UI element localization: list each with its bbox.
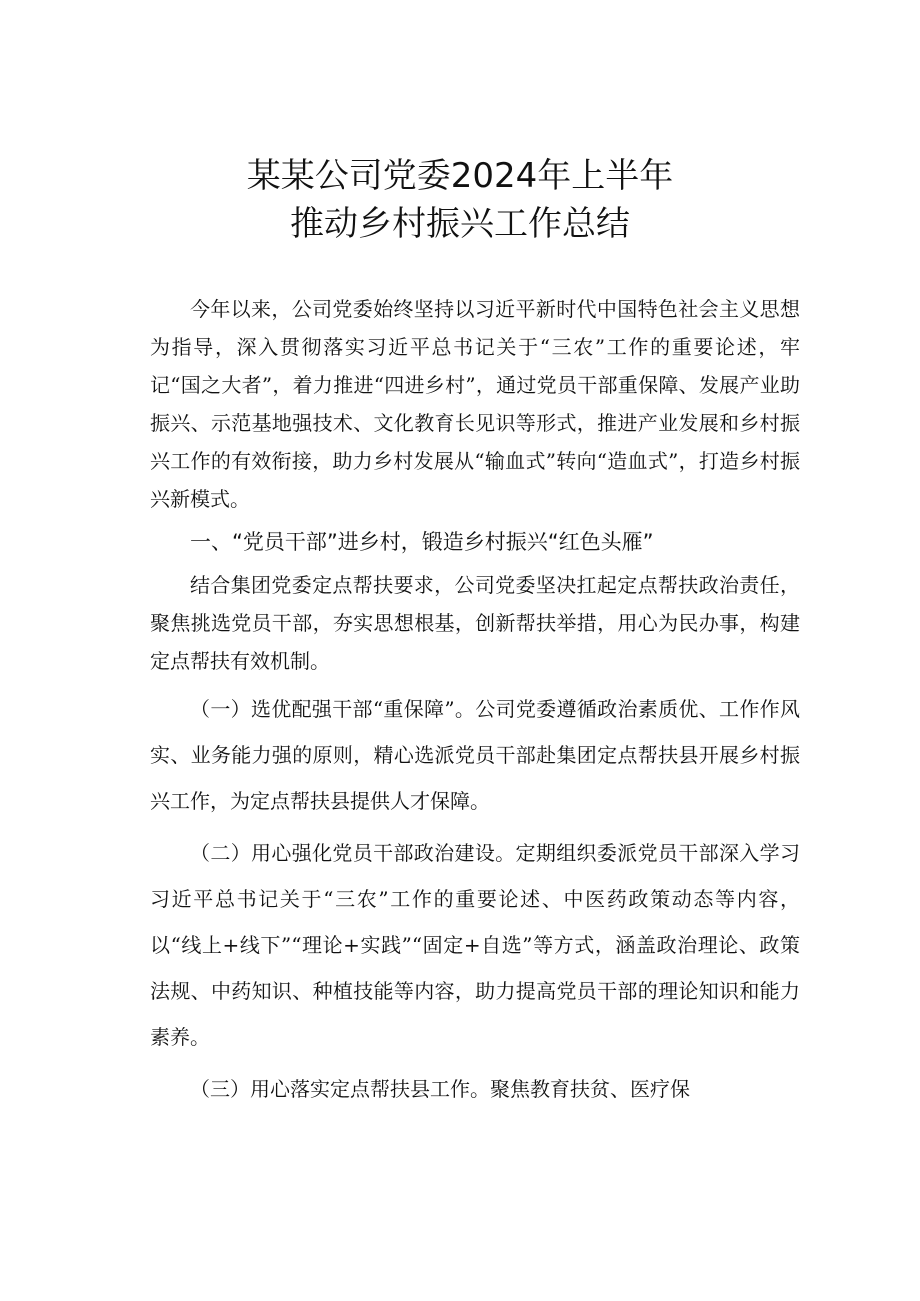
title-line-1: 某某公司党委2024年上半年 bbox=[246, 156, 674, 196]
subsection-1-paragraph: （一）选优配强干部“重保障”。公司党委遵循政治素质优、工作作风实、业务能力强的原则，精心选派党员干部赴集团定点帮扶县开展乡村振兴工作，为定点帮扶县提供人才保障。 bbox=[150, 697, 800, 813]
intro-paragraph: 今年以来，公司党委始终坚持以习近平新时代中国特色社会主义思想为指导，深入贯彻落实习近平总书记关于“三农”工作的重要论述，牢记“国之大者”，着力推进“四进乡村”，通过党员干部重保障、发展产业助振兴、示范基地强技术、文化教育长见识等形式，推进产业发展和乡村振兴工作的有效衔接，助力乡村发展从“输血式”转向“造血式”，打造乡村振兴新模式。 bbox=[150, 297, 800, 511]
title-line-2: 推动乡村振兴工作总结 bbox=[290, 204, 630, 244]
section-1-paragraph: 结合集团党委定点帮扶要求，公司党委坚决扛起定点帮扶政治责任，聚焦挑选党员干部，夯实思想根基，创新帮扶举措，用心为民办事，构建定点帮扶有效机制。 bbox=[150, 573, 800, 673]
document-body bbox=[150, 290, 800, 1112]
subsection-3-paragraph: （三）用心落实定点帮扶县工作。聚焦教育扶贫、医疗保 bbox=[190, 1077, 690, 1101]
document-title bbox=[0, 152, 920, 248]
subsection-2-paragraph: （二）用心强化党员干部政治建设。定期组织委派党员干部深入学习习近平总书记关于“三农”工作的重要论述、中医药政策动态等内容，以“线上+线下”“理论+实践”“固定+自选”等方式，涵盖政治理论、政策法规、中药知识、种植技能等内容，助力提高党员干部的理论知识和能力素养。 bbox=[150, 841, 800, 1049]
section-heading-1: 一、“党员干部”进乡村，锻造乡村振兴“红色头雁” bbox=[190, 530, 654, 554]
